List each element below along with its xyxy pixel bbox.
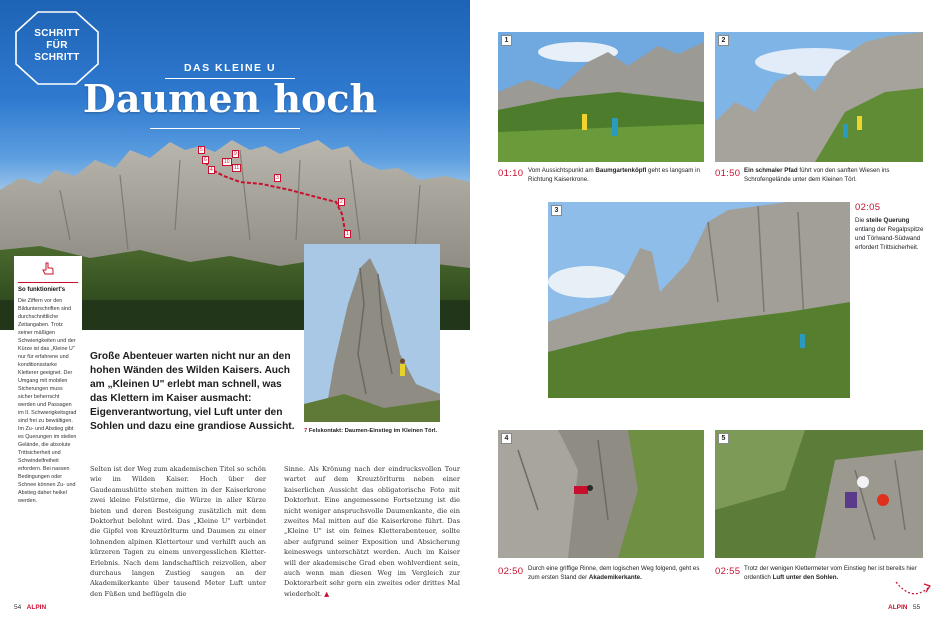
page-title: Daumen hoch [82,76,378,121]
body-column-1: Selten ist der Weg zum akademischen Titel so schön wie im Wilden Kaiser. Hoch über der Gaudeamushütte stehen mitten in der Kaiserkrone zwei kleine Felstürme, die Würze in aller Kürze bieten und deren Besteigung zusätzlich mit dem Doktorhut belohnt wird. Das „Kleine U" verbindet die Gipfel von Kreuztörlturm und Daumen zu einer lohnenden alpinen Klettertour und verhilft auch an kürzeren Tagen zu einem unvergesslichen Kletter-Erlebnis. Nach dem landschaftlich reizvollen, aber durchaus langen Zustieg saugen an der Akademikerkante über tausend Meter Luft unter den Füßen und beflügeln die [90,465,266,598]
body-column-2 [284,464,460,599]
info-box [14,256,82,568]
caption-text: führt von den sanften Wiesen ins Schrofengelände unter dem Kleinen Törl. [744,167,890,183]
badge-line: SCHRITT [34,52,80,63]
magazine-name: ALPIN [26,604,47,611]
caption-text: Durch eine griffige Rinne, dem logischen Weg folgend, geht es zum ersten Stand der [528,565,700,581]
inset-rock-image [304,244,440,422]
route-label: 11 [234,165,240,171]
route-label: 6 [204,157,207,163]
step-number-badge: 2 [718,35,729,46]
step-time: 01:50 [715,168,741,179]
info-body: Die Ziffern vor den Bildunterschriften sind durchschnittliche Zeitangaben. Trotz seiner mäßigen Schwierigkeiten und der Kürze ist das „Kleine U" nur für erfahrene und konditionsstarke Kletterer geeignet. Der Umgang mit mobilen Sicherungen muss sicher beherrscht werden und Passagen im II. Schwierigkeitsgrad sind frei zu bewältigen. Im Zu- und Abstieg gibt es Querungen im steilen Gelände, die absolute Trittsicherheit und Schwindelfreiheit erfordern. Bei nassen Bedingungen oder Schnee können Zu- und Abstieg daher heikel werden. [18,298,77,504]
folio-left [14,604,46,611]
caption-text: Trotz der wenigen Klettermeter vom Einstieg her ist bereits hier ordentlich [744,565,917,581]
step-number-badge: 1 [501,35,512,46]
end-mark-icon: ▲ [324,589,330,598]
lead-paragraph: Große Abenteuer warten nicht nur an den hohen Wänden des Wilden Kaisers. Auch am „Kleinen U" erlebt man schnell, was das Klettern im Kaiser ausmacht: Eigenverantwortung, viel Luft unter den Sohlen und dazu eine grandiose Aussicht. [90,351,295,432]
badge-line: FÜR [46,40,68,51]
inset-caption [304,428,454,434]
info-title: So funktioniert's [18,287,66,293]
step-photo-5 [715,430,923,558]
kicker: DAS KLEINE U [183,62,277,74]
route-label: 4 [210,167,213,173]
step-caption [744,166,924,184]
step-caption [855,216,929,252]
page-number: 54 [14,604,22,611]
step-caption [528,166,704,184]
magazine-name: ALPIN [888,604,908,611]
gully-climb-image [498,430,704,558]
step-caption [528,564,706,582]
caption-text: Vom Aussichtspunkt am [528,167,596,174]
badge-line: SCHRITT [34,28,80,39]
caption-text: geht es langsam in Richtung Kaiserkrone. [528,167,700,183]
traverse-image [548,202,850,398]
meadow-hikers-image [498,32,704,162]
caption-bold: steile Querung [866,217,910,224]
caption-text: entlang der Regalpspitze und Törlwand-Südwand erfordert Trittsicherheit. [855,226,924,251]
caption-number: 7 [304,428,308,434]
title-rule [150,128,300,129]
step-number-badge: 4 [501,433,512,444]
exposed-climber-image [715,430,923,558]
step-photo-2 [715,32,923,162]
step-number-badge: 5 [718,433,729,444]
pointing-hand-icon [41,262,55,276]
step-by-step-badge [14,28,100,64]
folio-right [888,604,920,611]
caption-bold: Ein schmaler Pfad [744,167,798,174]
route-label: 3 [276,175,279,181]
step-photo-4 [498,430,704,558]
page-turn-arrow-icon [894,576,934,602]
step-time: 01:10 [498,168,524,179]
inset-photo [304,244,440,422]
body-column-2-text: Sinne. Als Krönung nach der eindrucksvollen Tour wartet auf dem Kreuztörlturm neben einer kaiserlichen Aussicht das obligatorische Foto mit Doktorhut. Eine angemessene Fortsetzung ist die nicht weniger anspruchsvolle Daumenkante, die ein zweites Mal mitten auf die Kaiserkrone führt. Das „Kleine U" ist ein feines Kletterabenteuer, sollte aber aufgrund seiner Exposition und Absicherung keineswegs unterschätzt werden. Auch im Kaiser will der akademische Grad eben wohlverdient sein, auch wenn man diesen Weg im Vergleich zur Doktorarbeit sehr gern ein zweites oder drittes Mal wiederholt. [284,465,460,598]
page-number: 55 [912,604,921,611]
route-label: 9 [234,151,237,157]
step-photo-1 [498,32,704,162]
info-rule [18,282,78,283]
route-label: 5 [200,147,203,153]
step-number-badge: 3 [551,205,562,216]
caption-bold: Luft unter den Sohlen. [772,574,839,581]
step-time: 02:50 [498,566,524,577]
step-time: 02:55 [715,566,741,577]
route-label: 10 [224,159,230,165]
route-label: 2 [340,199,343,205]
step-time: 02:05 [855,202,881,213]
caption-bold: Baumgartenköpfl [595,167,647,174]
route-label: 1 [346,231,349,237]
narrow-path-image [715,32,923,162]
step-photo-3 [548,202,850,398]
caption-text: Felskontakt: Daumen-Einstieg im Kleinen Törl. [308,428,438,434]
caption-bold: Akademikerkante. [588,574,642,581]
caption-text: Die [855,217,867,224]
